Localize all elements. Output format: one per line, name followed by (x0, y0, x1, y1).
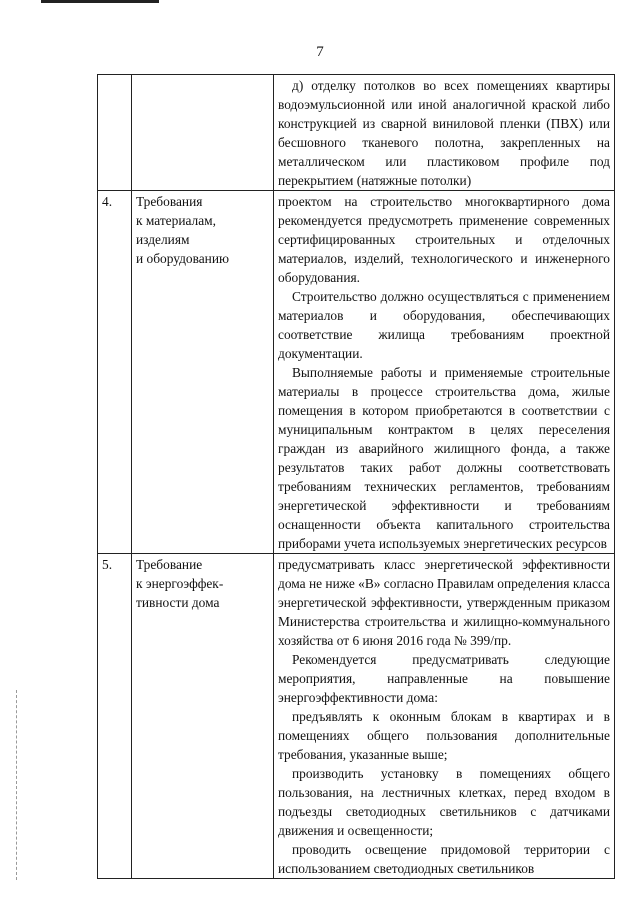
paragraph: Строительство должно осуществляться с применением материалов и оборудования, обеспечивающих соответствие жилища требованиям проектной документации. (278, 289, 610, 361)
row-number: 5. (98, 554, 132, 879)
table-row-d (98, 75, 615, 191)
top-rule (41, 0, 159, 3)
title-line: и оборудованию (136, 251, 230, 266)
margin-mark (16, 690, 18, 880)
row-text (274, 554, 615, 879)
paragraph: предъявлять к оконным блокам в квартирах и в помещениях общего пользования дополнительные требования, указанные выше; (278, 709, 610, 762)
row-title (132, 554, 274, 879)
row-title (132, 191, 274, 554)
title-line: тивности дома (136, 595, 220, 610)
row-number: 4. (98, 191, 132, 554)
title-line: Требование (136, 557, 203, 572)
page-number: 7 (316, 44, 324, 60)
paragraph: Выполняемые работы и применяемые строительные материалы в процессе строительства дома, жилые помещения в котором приобретаются в соответствии с муниципальным контрактом в целях переселения граждан из аварийного жилищного фонда, а также результатов таких работ должны соответствовать требованиям технических регламентов, требованиям энергетической эффективности и требованиям оснащенности объекта капитального строительства приборами учета используемых энергетических ресурсов (278, 365, 610, 551)
paragraph: предусматривать класс энергетической эффективности дома не ниже «B» согласно Правилам определения класса энергетической эффективности, утвержденным приказом Министерства строительства и жилищно-коммунального хозяйства от 6 июня 2016 года № 399/пр. (278, 557, 610, 648)
table-row-4 (98, 191, 615, 554)
table-row-5 (98, 554, 615, 879)
row-text (274, 191, 615, 554)
row-number (98, 75, 132, 191)
title-line: изделиям (136, 232, 190, 247)
paragraph: проводить освещение придомовой территории с использованием светодиодных светильников (278, 842, 610, 876)
paragraph: Рекомендуется предусматривать следующие мероприятия, направленные на повышение энергоэффективности дома: (278, 652, 610, 705)
title-line: Требования (136, 194, 203, 209)
row-title (132, 75, 274, 191)
requirements-table (97, 74, 615, 879)
title-line: к энергоэффек- (136, 576, 224, 591)
paragraph: производить установку в помещениях общего пользования, на лестничных клетках, перед входом в подъезды светодиодных светильников с датчиками движения и освещенности; (278, 766, 610, 838)
paragraph: проектом на строительство многоквартирного дома рекомендуется предусмотреть применение современных сертифицированных строительных и отделочных материалов, изделий, технологического и инженерного оборудования. (278, 194, 610, 285)
paragraph: д) отделку потолков во всех помещениях квартиры водоэмульсионной или иной аналогичной краской либо конструкцией из сварной виниловой пленки (ПВХ) или бесшовного тканевого полотна, закрепленных на металлическом или пластиковом профиле под перекрытием (натяжные потолки) (278, 78, 610, 188)
title-line: к материалам, (136, 213, 216, 228)
row-text (274, 75, 615, 191)
